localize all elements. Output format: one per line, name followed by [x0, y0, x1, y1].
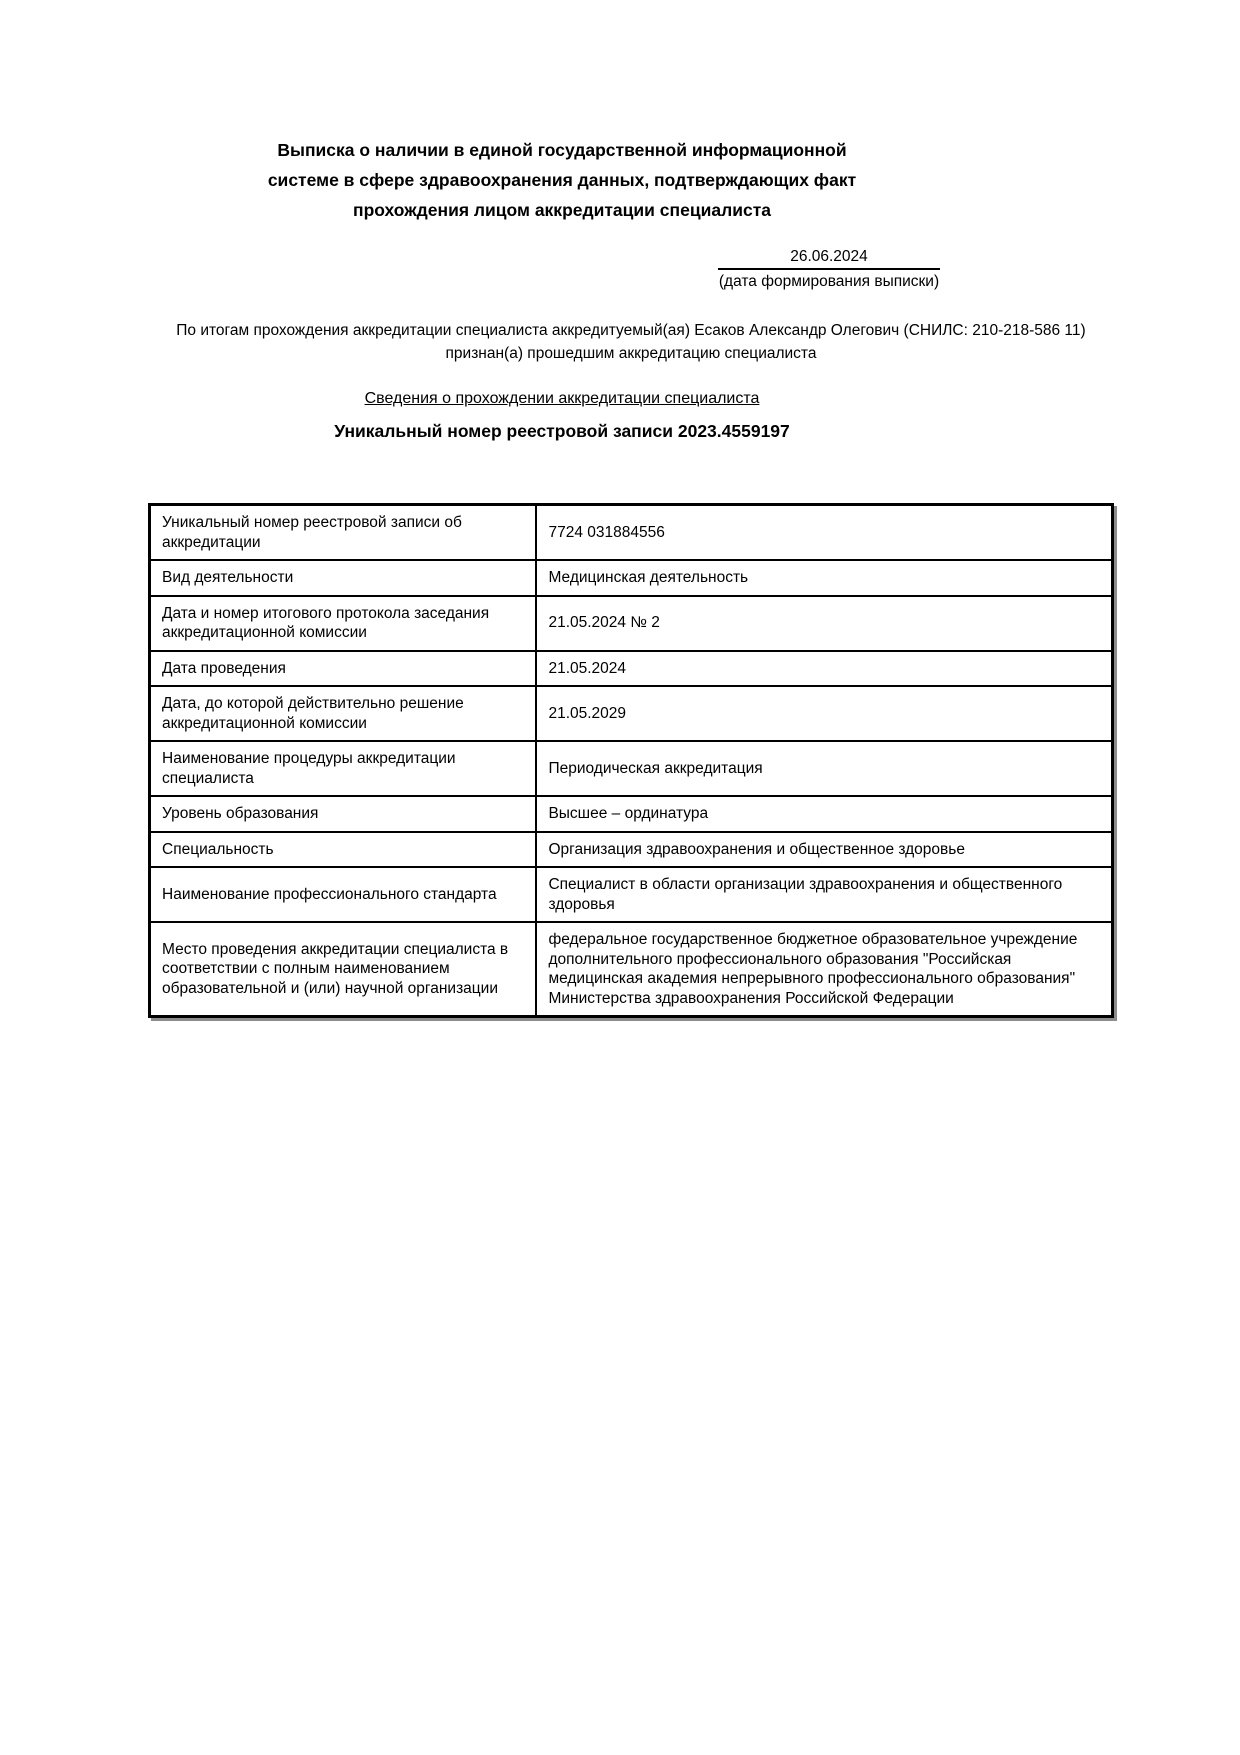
table-row	[150, 651, 1113, 687]
table-row	[150, 922, 1113, 1017]
table-row	[150, 560, 1113, 596]
row-label: Уникальный номер реестровой записи об аккредитации	[150, 505, 537, 561]
table-row	[150, 505, 1113, 561]
issue-date-block	[718, 247, 940, 291]
row-label: Дата и номер итогового протокола заседания аккредитационной комиссии	[150, 596, 537, 651]
document-title	[148, 135, 976, 225]
table-row	[150, 796, 1113, 832]
registry-record-heading: Уникальный номер реестровой записи 2023.4559197	[334, 421, 790, 441]
document-title-line: прохождения лицом аккредитации специалиста	[353, 200, 771, 220]
row-value: 21.05.2024 № 2	[536, 596, 1112, 651]
section-heading	[148, 389, 976, 408]
table-row	[150, 867, 1113, 922]
row-label: Наименование процедуры аккредитации специалиста	[150, 741, 537, 796]
row-value: Специалист в области организации здравоохранения и общественного здоровья	[536, 867, 1112, 922]
document-title-line: системе в сфере здравоохранения данных, подтверждающих факт	[267, 170, 857, 190]
row-value: Организация здравоохранения и общественное здоровье	[536, 832, 1112, 868]
issue-date-caption: (дата формирования выписки)	[718, 273, 940, 290]
table-row	[150, 596, 1113, 651]
accreditation-summary-line: По итогам прохождения аккредитации специалиста аккредитуемый(ая) Есаков Александр Олегович (СНИЛС: 210-218-586 11)	[176, 322, 1086, 339]
row-label: Уровень образования	[150, 796, 537, 832]
row-label: Наименование профессионального стандарта	[150, 867, 537, 922]
accreditation-summary-line: признан(а) прошедшим аккредитацию специалиста	[445, 345, 817, 362]
table-row	[150, 686, 1113, 741]
row-value: 21.05.2024	[536, 651, 1112, 687]
row-label: Дата, до которой действительно решение аккредитационной комиссии	[150, 686, 537, 741]
section-heading-text: Сведения о прохождении аккредитации специалиста	[364, 390, 760, 407]
row-value: 21.05.2029	[536, 686, 1112, 741]
row-value: федеральное государственное бюджетное образовательное учреждение дополнительного профессионального образования "Российская медицинская академия непрерывного профессионального образования" Министерства здравоохранения Российской Федерации	[536, 922, 1112, 1017]
row-label: Вид деятельности	[150, 560, 537, 596]
row-label: Специальность	[150, 832, 537, 868]
row-value: Медицинская деятельность	[536, 560, 1112, 596]
issue-date-value: 26.06.2024	[718, 247, 940, 270]
document-title-line: Выписка о наличии в единой государственной информационной	[277, 140, 847, 160]
row-value: Периодическая аккредитация	[536, 741, 1112, 796]
row-value: 7724 031884556	[536, 505, 1112, 561]
row-label: Дата проведения	[150, 651, 537, 687]
table-row	[150, 832, 1113, 868]
row-value: Высшее – ординатура	[536, 796, 1112, 832]
row-label: Место проведения аккредитации специалиста в соответствии с полным наименованием образовательной и (или) научной организации	[150, 922, 537, 1017]
table-row	[150, 741, 1113, 796]
accreditation-details-table	[148, 503, 1114, 1018]
accreditation-summary	[148, 319, 1114, 365]
